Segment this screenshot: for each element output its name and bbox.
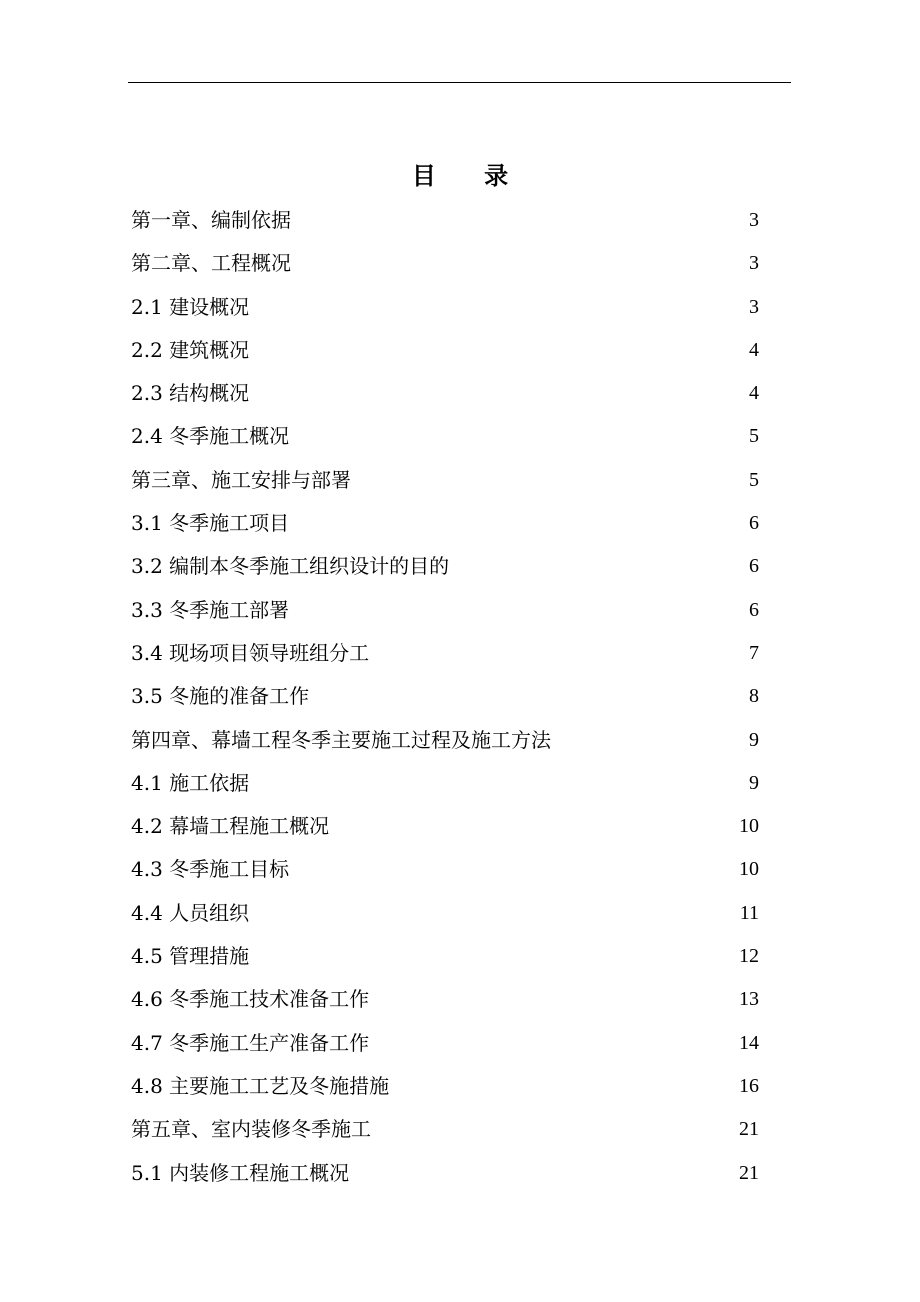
toc-entry — [131, 1108, 761, 1151]
toc-entry — [131, 675, 761, 718]
toc-entry — [131, 1152, 761, 1195]
toc-entry-label: 第二章、工程概况 — [131, 251, 291, 276]
toc-entry — [131, 286, 761, 329]
toc-entry-page-number: 3 — [749, 252, 759, 275]
toc-entry-label: 4.4 人员组织 — [131, 900, 250, 925]
toc-entry — [131, 762, 761, 805]
toc-entry-page-number: 4 — [749, 382, 759, 405]
toc-entry-label: 4.6 冬季施工技术准备工作 — [131, 987, 370, 1012]
toc-entry-label: 3.3 冬季施工部署 — [131, 597, 290, 622]
toc-entry — [131, 589, 761, 632]
toc-entry-label: 4.2 幕墙工程施工概况 — [131, 814, 330, 839]
toc-entry-page-number: 14 — [739, 1031, 759, 1054]
toc-entry-label: 第一章、编制依据 — [131, 208, 291, 232]
toc-entry-label: 第四章、幕墙工程冬季主要施工过程及施工方法 — [131, 727, 551, 752]
toc-entry-label: 3.4 现场项目领导班组分工 — [131, 640, 370, 665]
toc-entry-page-number: 13 — [739, 988, 759, 1011]
toc-entry-label: 2.1 建设概况 — [131, 294, 250, 319]
toc-entry — [131, 719, 761, 762]
toc-entry-label: 5.1 内装修工程施工概况 — [131, 1160, 350, 1185]
toc-entry-page-number: 3 — [749, 295, 759, 318]
toc-entry-page-number: 5 — [749, 468, 759, 491]
toc-entry-label: 第五章、室内装修冬季施工 — [131, 1117, 371, 1142]
toc-entry — [131, 848, 761, 891]
toc-entry-page-number: 7 — [749, 641, 759, 664]
toc-entry — [131, 329, 761, 372]
toc-entry — [131, 632, 761, 675]
toc-entry-page-number: 6 — [749, 555, 759, 578]
toc-entry-label: 3.2 编制本冬季施工组织设计的目的 — [131, 554, 450, 579]
toc-entry-page-number: 16 — [739, 1074, 759, 1097]
toc-entry-page-number: 8 — [749, 685, 759, 708]
toc-entry — [131, 372, 761, 415]
toc-title: 目 录 — [411, 161, 529, 190]
toc-entry-page-number: 6 — [749, 512, 759, 535]
toc-entry-label: 4.5 管理措施 — [131, 944, 250, 969]
toc-list — [131, 199, 761, 1195]
toc-entry — [131, 935, 761, 978]
header-rule — [128, 82, 791, 83]
toc-entry-label: 第三章、施工安排与部署 — [131, 467, 351, 492]
toc-entry — [131, 415, 761, 458]
toc-entry — [131, 199, 761, 242]
toc-entry-page-number: 5 — [749, 425, 759, 448]
toc-entry-page-number: 12 — [739, 945, 759, 968]
toc-entry — [131, 805, 761, 848]
toc-entry-page-number: 3 — [749, 209, 759, 231]
toc-entry-label: 3.5 冬施的准备工作 — [131, 684, 310, 709]
toc-entry — [131, 459, 761, 502]
toc-entry-page-number: 21 — [739, 1161, 759, 1184]
toc-entry — [131, 545, 761, 588]
toc-entry-label: 4.8 主要施工工艺及冬施措施 — [131, 1073, 390, 1098]
toc-entry-page-number: 9 — [749, 728, 759, 751]
toc-entry — [131, 892, 761, 935]
toc-entry-label: 4.3 冬季施工目标 — [131, 857, 290, 882]
toc-entry-label: 2.4 冬季施工概况 — [131, 424, 290, 449]
toc-entry — [131, 1022, 761, 1065]
toc-entry-page-number: 10 — [739, 858, 759, 881]
toc-entry-label: 3.1 冬季施工项目 — [131, 511, 290, 536]
toc-entry — [131, 978, 761, 1021]
toc-entry-label: 2.2 建筑概况 — [131, 337, 250, 362]
toc-entry — [131, 1065, 761, 1108]
toc-entry — [131, 502, 761, 545]
toc-entry-label: 4.7 冬季施工生产准备工作 — [131, 1030, 370, 1055]
toc-entry-page-number: 6 — [749, 598, 759, 621]
toc-entry-page-number: 4 — [749, 338, 759, 361]
toc-entry-label: 2.3 结构概况 — [131, 381, 250, 406]
toc-entry-page-number: 11 — [739, 901, 759, 924]
toc-entry-page-number: 10 — [739, 815, 759, 838]
toc-entry-page-number: 9 — [749, 771, 759, 794]
toc-entry-page-number: 21 — [739, 1118, 759, 1141]
toc-entry — [131, 242, 761, 285]
toc-entry-label: 4.1 施工依据 — [131, 770, 250, 795]
